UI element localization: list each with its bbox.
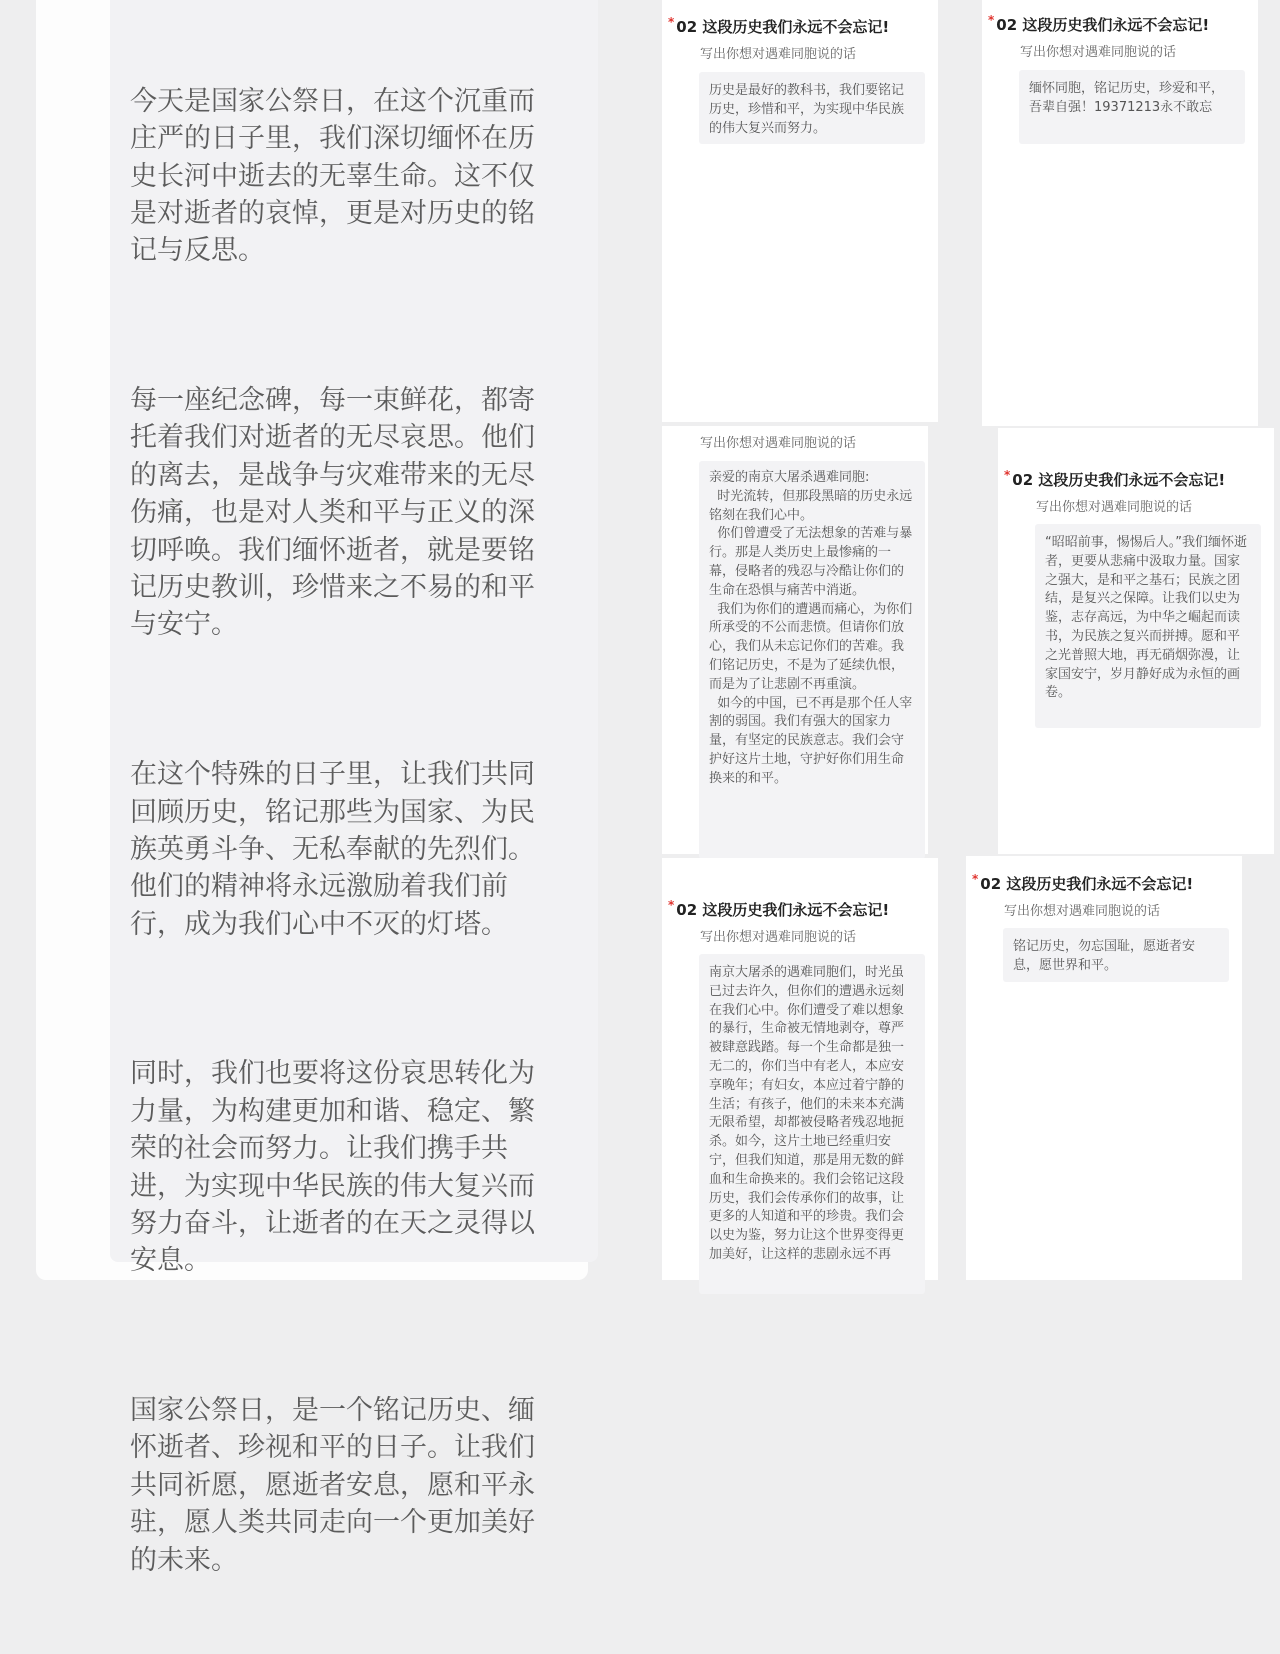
message-paragraph: 同时，我们也要将这份哀思转化为力量，为构建更加和谐、稳定、繁荣的社会而努力。让我们携手共进，为实现中华民族的伟大复兴而努力奋斗，让逝者的在天之灵得以安息。	[130, 1058, 535, 1277]
answer-box: 亲爱的南京大屠杀遇难同胞: 时光流转，但那段黑暗的历史永远铭刻在我们心中。 你们曾遭受了无法想象的苦难与暴行。那是人类历史上最惨痛的一幕，侵略者的残忍与冷酷让你们的生命在恐惧与痛苦中消逝。 我们为你们的遭遇而痛心，为你们所承受的不公而悲愤。但请你们放心，我们从未忘记你们的苦难。我们铭记历史，不是为了延续仇恨，而是为了让悲剧不再重演。 如今的中国，已不再是那个任人宰割的弱国。我们有强大的国家力量，有坚定的民族意志。我们会守护好这片土地，守护好你们用生命换来的和平。	[699, 461, 925, 859]
survey-card	[982, 0, 1258, 426]
survey-card	[998, 428, 1274, 854]
question-subtitle: 写出你想对遇难同胞说的话	[1020, 45, 1177, 60]
required-star: *	[668, 15, 675, 29]
message-paragraph: 国家公祭日，是一个铭记历史、缅怀逝者、珍视和平的日子。让我们共同祈愿，愿逝者安息，愿和平永驻，愿人类共同走向一个更加美好的未来。	[130, 1394, 535, 1576]
message-text	[130, 8, 550, 1654]
message-paragraph: 每一座纪念碑，每一束鲜花，都寄托着我们对逝者的无尽哀思。他们的离去，是战争与灾难带来的无尽伤痛，也是对人类和平与正义的深切呼唤。我们缅怀逝者，就是要铭记历史教训，珍惜来之不易的和平与安宁。	[130, 385, 535, 641]
answer-box: 历史是最好的教科书，我们要铭记历史，珍惜和平，为实现中华民族的伟大复兴而努力。	[699, 72, 925, 144]
question-text: 02 这段历史我们永远不会忘记!	[1012, 471, 1226, 489]
question-title	[972, 872, 1193, 894]
answer-box: “昭昭前事，惕惕后人。”我们缅怀逝者，更要从悲痛中汲取力量。国家之强大，是和平之基石；民族之团结，是复兴之保障。让我们以史为鉴，志存高远，为中华之崛起而读书，为民族之复兴而拼搏。愿和平之光普照大地，再无硝烟弥漫，让家国安宁，岁月静好成为永恒的画卷。	[1035, 524, 1261, 728]
survey-card	[966, 856, 1242, 1280]
question-text: 02 这段历史我们永远不会忘记!	[996, 16, 1210, 34]
survey-card	[662, 0, 938, 422]
survey-card	[662, 858, 938, 1280]
message-paragraph: 在这个特殊的日子里，让我们共同回顾历史，铭记那些为国家、为民族英勇斗争、无私奉献的先烈们。他们的精神将永远激励着我们前行，成为我们心中不灭的灯塔。	[130, 759, 535, 940]
required-star: *	[1004, 468, 1011, 482]
message-paragraph: 今天是国家公祭日，在这个沉重而庄严的日子里，我们深切缅怀在历史长河中逝去的无辜生命。这不仅是对逝者的哀悼，更是对历史的铭记与反思。	[130, 85, 535, 267]
answer-box: 铭记历史，勿忘国耻，愿逝者安息，愿世界和平。	[1003, 928, 1229, 982]
answer-box: 南京大屠杀的遇难同胞们，时光虽已过去许久，但你们的遭遇永远刻在我们心中。你们遭受了难以想象的暴行，生命被无情地剥夺，尊严被肆意践踏。每一个生命都是独一无二的，你们当中有老人，本应安享晚年；有妇女，本应过着宁静的生活；有孩子，他们的未来本充满无限希望，却都被侵略者残忍地扼杀。如今，这片土地已经重归安宁，但我们知道，那是用无数的鲜血和生命换来的。我们会铭记这段历史，我们会传承你们的故事，让更多的人知道和平的珍贵。我们会以史为鉴，努力让这个世界变得更加美好，让这样的悲剧永远不再	[699, 954, 925, 1294]
question-subtitle: 写出你想对遇难同胞说的话	[700, 47, 857, 62]
required-star: *	[988, 13, 995, 27]
required-star: *	[668, 898, 675, 912]
answer-box: 缅怀同胞，铭记历史，珍爱和平，吾辈自强！19371213永不敢忘	[1019, 70, 1245, 144]
question-text: 02 这段历史我们永远不会忘记!	[980, 875, 1194, 893]
question-text: 02 这段历史我们永远不会忘记!	[676, 18, 890, 36]
question-subtitle: 写出你想对遇难同胞说的话	[1004, 904, 1161, 919]
question-title	[988, 13, 1209, 35]
question-text: 02 这段历史我们永远不会忘记!	[676, 901, 890, 919]
question-subtitle: 写出你想对遇难同胞说的话	[700, 436, 857, 451]
question-title	[1004, 468, 1225, 490]
required-star: *	[972, 872, 979, 886]
question-title	[668, 15, 889, 37]
question-title	[668, 898, 889, 920]
question-subtitle: 写出你想对遇难同胞说的话	[700, 930, 857, 945]
question-subtitle: 写出你想对遇难同胞说的话	[1036, 500, 1193, 515]
survey-card	[662, 426, 928, 854]
message-bubble	[110, 0, 598, 1576]
message-panel	[36, 0, 588, 1576]
